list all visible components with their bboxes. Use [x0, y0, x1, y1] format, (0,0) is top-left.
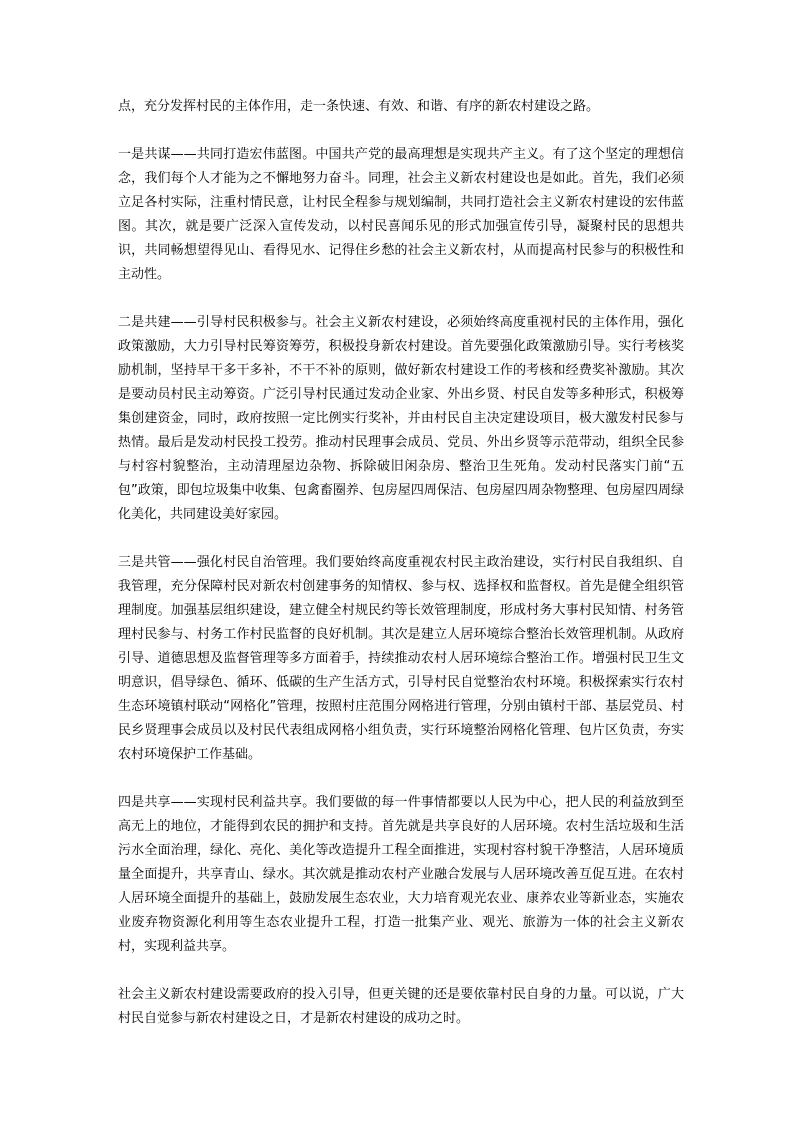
paragraph-co-sharing: 四是共享——实现村民利益共享。我们要做的每一件事情都要以人民为中心，把人民的利益放到至高无上的地位，才能得到农民的拥护和支持。首先就是共享良好的人居环境。农村生活垃圾和生活污水全面治理，绿化、亮化、美化等改造提升工程全面推进，实现村容村貌干净整洁，人居环境质量全面提升，共享青山、绿水。其次就是推动农村产业融合发展与人居环境改善互促互进。在农村人居环境全面提升的基础上，鼓励发展生态农业，大力培育观光农业、康养农业等新业态，实施农业废弃物资源化利用等生态农业提升工程，打造一批集产业、观光、旅游为一体的社会主义新农村，实现利益共享。 — [118, 795, 684, 954]
paragraph-co-planning: 一是共谋——共同打造宏伟蓝图。中国共产党的最高理想是实现共产主义。有了这个坚定的理想信念，我们每个人才能为之不懈地努力奋斗。同理，社会主义新农村建设也是如此。首先，我们必须立足各村实际，注重村情民意，让村民全程参与规划编制，共同打造社会主义新农村建设的宏伟蓝图。其次，就是要广泛深入宣传发动，以村民喜闻乐见的形式加强宣传引导，凝聚村民的思想共识，共同畅想望得见山、看得见水、记得住乡愁的社会主义新农村，从而提高村民参与的积极性和主动性。 — [118, 147, 684, 282]
paragraph-co-managing: 三是共管——强化村民自治管理。我们要始终高度重视农村民主政治建设，实行村民自我组织、自我管理，充分保障村民对新农村创建事务的知情权、参与权、选择权和监督权。首先是健全组织管理制度。加强基层组织建设，建立健全村规民约等长效管理制度，形成村务大事村民知情、村务管理村民参与、村务工作村民监督的良好机制。其次是建立人居环境综合整治长效管理机制。从政府引导、道德思想及监督管理等多方面着手，持续推动农村人居环境综合整治工作。增强村民卫生文明意识，倡导绿色、循环、低碳的生产生活方式，引导村民自觉整治农村环境。积极探索实行农村生态环境镇村联动“网格化”管理，按照村庄范围分网格进行管理，分别由镇村干部、基层党员、村民乡贤理事会成员以及村民代表组成网格小组负责，实行环境整治网格化管理、包片区负责，夯实农村环境保护工作基础。 — [118, 555, 684, 762]
paragraph-intro-continuation: 点，充分发挥村民的主体作用，走一条快速、有效、和谐、有序的新农村建设之路。 — [118, 99, 600, 114]
paragraph-co-building: 二是共建——引导村民积极参与。社会主义新农村建设，必须始终高度重视村民的主体作用，强化政策激励，大力引导村民筹资筹劳，积极投身新农村建设。首先要强化政策激励引导。实行考核奖励机制，坚持早干多干多补，不干不补的原则，做好新农村建设工作的考核和经费奖补激励。其次是要动员村民主动筹资。广泛引导村民通过发动企业家、外出乡贤、村民自发等多种形式，积极筹集创建资金，同时，政府按照一定比例实行奖补，并由村民自主决定建设项目，极大激发村民参与热情。最后是发动村民投工投劳。推动村民理事会成员、党员、外出乡贤等示范带动，组织全民参与村容村貌整治，主动清理屋边杂物、拆除破旧闲杂房、整治卫生死角。发动村民落实门前“五包”政策，即包垃圾集中收集、包禽畜圈养、包房屋四周保洁、包房屋四周杂物整理、包房屋四周绿化美化，共同建设美好家园。 — [118, 315, 684, 522]
document-body — [118, 95, 684, 1031]
paragraph-conclusion: 社会主义新农村建设需要政府的投入引导，但更关键的还是要依靠村民自身的力量。可以说，广大村民自觉参与新农村建设之日，才是新农村建设的成功之时。 — [118, 987, 684, 1026]
